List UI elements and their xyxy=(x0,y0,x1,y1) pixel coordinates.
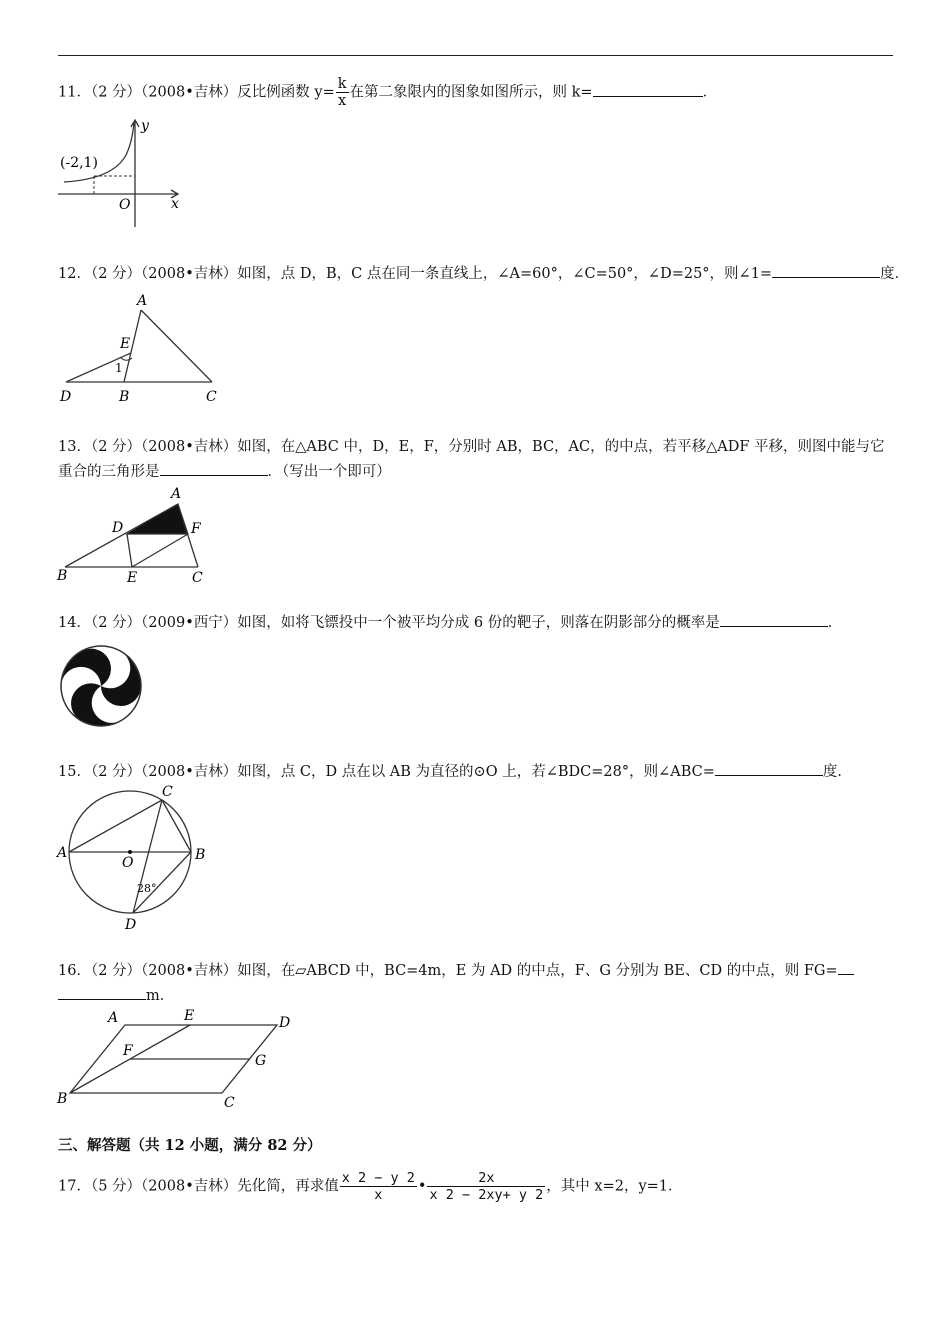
fraction-2: $\frac{2x}{x 2 - 2xy+ y 2}$ xyxy=(429,1170,544,1203)
q16-parallelogram-figure xyxy=(55,1005,300,1110)
top-rule xyxy=(58,55,893,56)
label-origin: O xyxy=(119,197,131,213)
label-O: O xyxy=(122,855,134,871)
question-11: 11．（2 分）（2008•吉林）反比例函数 y= $\frac{k}{x}$ 在第二象限内的图象如图所示，则 k= ． xyxy=(58,76,718,109)
label-A: A xyxy=(108,1010,119,1026)
label-A: A xyxy=(57,845,68,861)
label-C: C xyxy=(192,570,203,586)
label-C: C xyxy=(224,1095,235,1111)
label-F: F xyxy=(191,521,201,537)
label-B: B xyxy=(119,389,130,405)
q11-hyperbola-figure xyxy=(58,115,188,230)
label-B: B xyxy=(57,1091,68,1107)
question-12: 12．（2 分）（2008•吉林）如图，点 D，B，C 点在同一条直线上，∠A=60°，∠C=50°，∠D=25°，则∠1= 度． xyxy=(58,263,909,284)
label-G: G xyxy=(255,1053,267,1069)
label-C: C xyxy=(162,784,173,800)
answer-blank[interactable] xyxy=(838,960,854,975)
label-D: D xyxy=(279,1015,291,1031)
label-A: A xyxy=(137,293,148,309)
label-E: E xyxy=(120,336,131,352)
q14-dartboard-figure xyxy=(58,643,144,729)
answer-blank[interactable] xyxy=(160,461,268,476)
label-angle-28: 28° xyxy=(137,882,157,895)
question-13-line-2: 重合的三角形是 ．（写出一个即可） xyxy=(58,461,391,482)
question-16-line-2: m． xyxy=(58,985,174,1006)
label-A: A xyxy=(171,486,182,502)
question-16: 16．（2 分）（2008•吉林）如图，在▱ABCD 中，BC=4m，E 为 AD 的中点，F、G 分别为 BE、CD 的中点，则 FG= xyxy=(58,960,854,981)
label-angle-1: 1 xyxy=(115,361,123,375)
question-13: 13．（2 分）（2008•吉林）如图，在△ABC 中，D，E，F，分别时 AB，BC，AC，的中点，若平移△ADF 平移，则图中能与它 xyxy=(58,439,885,455)
label-F: F xyxy=(123,1043,133,1059)
q13-triangle-figure xyxy=(55,485,220,587)
label-x: x xyxy=(171,196,179,212)
label-D: D xyxy=(125,917,137,933)
question-15: 15．（2 分）（2008•吉林）如图，点 C，D 点在以 AB 为直径的⊙O 上，若∠BDC=28°，则∠ABC= 度． xyxy=(58,761,852,782)
label-D: D xyxy=(112,520,124,536)
fraction-k-over-x: $\frac{k}{x}$ xyxy=(337,76,347,109)
label-y: y xyxy=(141,118,149,134)
question-17: 17．（5 分）（2008•吉林）先化简，再求值 $\frac{x 2 - y 2}{x}$ • $\frac{2x}{x 2 - 2xy+ y 2}$ ，其中 x=2，y=1． xyxy=(58,1170,683,1203)
answer-blank[interactable] xyxy=(715,761,823,776)
label-E: E xyxy=(127,570,138,586)
q15-circle-figure xyxy=(55,782,215,934)
label-B: B xyxy=(195,847,206,863)
fraction-1: $\frac{x 2 - y 2}{x}$ xyxy=(341,1170,415,1203)
answer-blank[interactable] xyxy=(593,82,703,97)
label-point: (-2,1) xyxy=(60,155,98,171)
answer-blank[interactable] xyxy=(720,612,828,627)
label-B: B xyxy=(57,568,68,584)
question-14: 14．（2 分）（2009•西宁）如图，如将飞镖投中一个被平均分成 6 份的靶子，则落在阴影部分的概率是 ． xyxy=(58,612,842,633)
section-heading: 三、解答题（共 12 小题，满分 82 分） xyxy=(58,1137,322,1154)
answer-blank[interactable] xyxy=(772,263,880,278)
q12-triangle-figure xyxy=(58,290,228,408)
label-E: E xyxy=(184,1008,195,1024)
label-C: C xyxy=(206,389,217,405)
label-D: D xyxy=(60,389,72,405)
answer-blank-cont[interactable] xyxy=(58,985,146,1000)
